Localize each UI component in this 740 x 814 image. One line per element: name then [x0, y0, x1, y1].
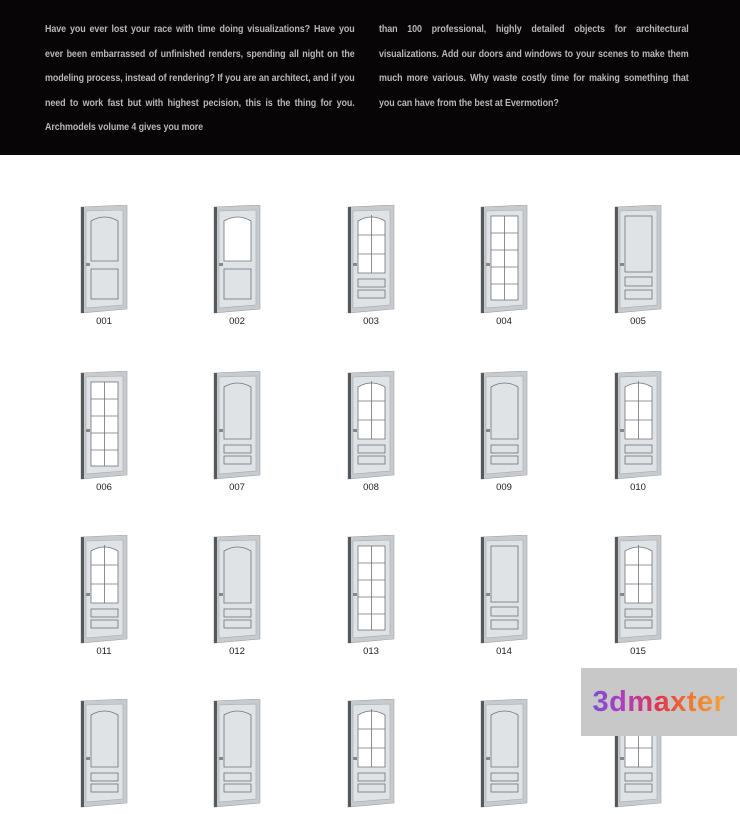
door-glass-grid-full-image — [340, 535, 400, 645]
door-label: 002 — [229, 316, 245, 327]
description-column-1: Have you ever lost your race with time doing visualizations? Have you ever been embarrassed of unfinished renders, spending all night on the modeling process, instead of rendering? If you are an architect, and if you need to work fast but with highest pecision, this is the thing for you. Archmodels volume 4 gives you more — [45, 24, 355, 133]
door-label: 003 — [363, 316, 379, 327]
door-panel-arch-3-image — [473, 371, 533, 481]
door-panel-arch-3-image — [206, 371, 266, 481]
door-label: 007 — [229, 482, 245, 493]
door-label: 008 — [363, 482, 379, 493]
door-label: 015 — [630, 646, 646, 657]
door-glass-grid-arch-image — [340, 205, 400, 315]
door-glass-grid-full-image — [473, 205, 533, 315]
watermark-text: 3dmaxter — [592, 685, 726, 718]
door-label: 012 — [229, 646, 245, 657]
door-label: 006 — [96, 482, 112, 493]
door-glass-arch-image — [206, 205, 266, 315]
door-panel-arch-3-image — [73, 699, 133, 809]
door-glass-grid-full-image — [73, 371, 133, 481]
door-panel-arch-3-image — [206, 699, 266, 809]
description-header — [0, 0, 740, 155]
watermark-logo — [581, 668, 737, 736]
door-label: 014 — [496, 646, 512, 657]
door-label: 005 — [630, 316, 646, 327]
door-glass-grid-arch-image — [340, 699, 400, 809]
door-panel-arch-3-image — [206, 535, 266, 645]
description-column-2: than 100 professional, highly detailed objects for architectural visualizations. Add our doors and windows to your scenes to make them much more various. Why waste costly time for making something that you can have from the best at Evermotion? — [379, 24, 689, 109]
door-label: 004 — [496, 316, 512, 327]
door-panel-arch-2-image — [73, 205, 133, 315]
door-glass-grid-arch-image — [607, 371, 667, 481]
door-label: 009 — [496, 482, 512, 493]
door-panel-arch-3-image — [473, 699, 533, 809]
door-glass-grid-arch-image — [340, 371, 400, 481]
door-panel-flat-3-image — [607, 205, 667, 315]
door-label: 010 — [630, 482, 646, 493]
door-label: 011 — [96, 646, 112, 657]
door-label: 001 — [96, 316, 112, 327]
door-glass-grid-arch-image — [73, 535, 133, 645]
door-panel-flat-3-image — [473, 535, 533, 645]
door-glass-grid-arch-image — [607, 535, 667, 645]
door-label: 013 — [363, 646, 379, 657]
